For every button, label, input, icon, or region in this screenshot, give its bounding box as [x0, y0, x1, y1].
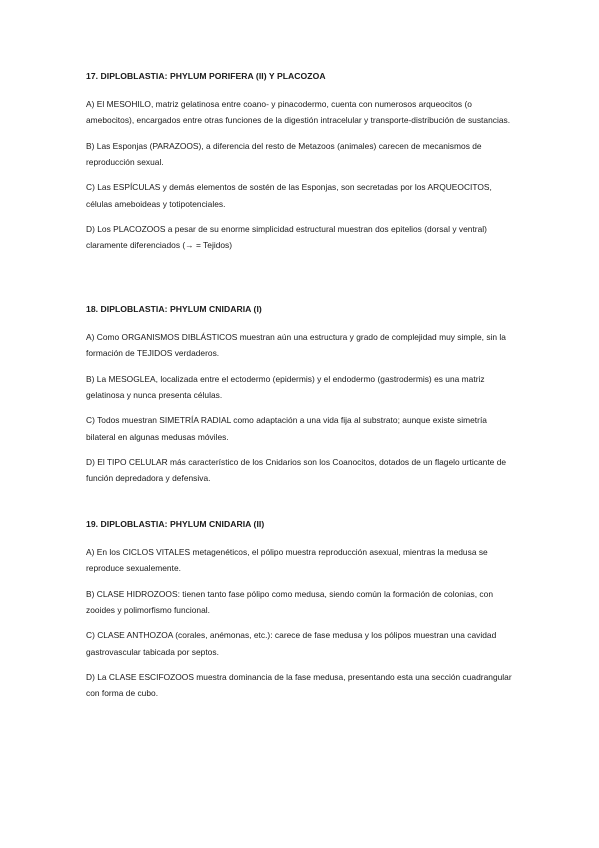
- question-option-a: A) El MESOHILO, matriz gelatinosa entre coano- y pinacodermo, cuenta con numerosos arqueocitos (o amebocitos), encargados entre otras funciones de la digestión intracelular y transporte-distribución de sustancias.: [86, 99, 511, 126]
- question-option-c: C) Todos muestran SIMETRÍA RADIAL como adaptación a una vida fija al substrato; aunque existe simetría bilateral en algunas medusas móviles.: [86, 415, 487, 442]
- section-18: [86, 304, 516, 487]
- question-option-a: A) Como ORGANISMOS DIBLÁSTICOS muestran aún una estructura y grado de complejidad muy simple, sin la formación de TEJIDOS verdaderos.: [86, 332, 506, 359]
- section-title: 18. DIPLOBLASTIA: PHYLUM CNIDARIA (I): [86, 304, 262, 314]
- question-option-b: B) CLASE HIDROZOOS: tienen tanto fase pólipo como medusa, siendo común la formación de colonias, con zooides y polimorfismo funcional.: [86, 588, 493, 616]
- question-option-b: B) Las Esponjas (PARAZOOS), a diferencia del resto de Metazoos (animales) carecen de mecanismos de reproducción sexual.: [86, 140, 482, 168]
- question-option-d: D) El TIPO CELULAR más característico de los Cnidarios son los Coanocitos, dotados de un flagelo urticante de función depredadora y defensiva.: [86, 456, 507, 484]
- section-19: [86, 519, 516, 702]
- section-title: 19. DIPLOBLASTIA: PHYLUM CNIDARIA (II): [86, 519, 265, 529]
- question-option-c: C) Las ESPÍCULAS y demás elementos de sostén de las Esponjas, son secretadas por los ARQUEOCITOS, células ameboideas y totipotenciales.: [86, 182, 492, 209]
- question-option-c: C) CLASE ANTHOZOA (corales, anémonas, etc.): carece de fase medusa y los pólipos muestran una cavidad gastrovascular tabicada por septos.: [86, 630, 497, 657]
- question-option-d: D) La CLASE ESCIFOZOOS muestra dominancia de la fase medusa, presentando esta una sección cuadrangular con forma de cubo.: [86, 671, 512, 699]
- question-option-d: D) Los PLACOZOOS a pesar de su enorme simplicidad estructural muestran dos epitelios (dorsal y ventral) claramente diferenciados (→ = Tejidos): [86, 223, 487, 251]
- question-option-b: B) La MESOGLEA, localizada entre el ectodermo (epidermis) y el endodermo (gastrodermis) es una matriz gelatinosa y nunca presenta células.: [86, 373, 485, 401]
- section-title: 17. DIPLOBLASTIA: PHYLUM PORIFERA (II) Y PLACOZOA: [86, 71, 326, 81]
- section-17: [86, 71, 516, 254]
- question-option-a: A) En los CICLOS VITALES metagenéticos, el pólipo muestra reproducción asexual, mientras la medusa se reproduce sexualemente.: [86, 547, 488, 574]
